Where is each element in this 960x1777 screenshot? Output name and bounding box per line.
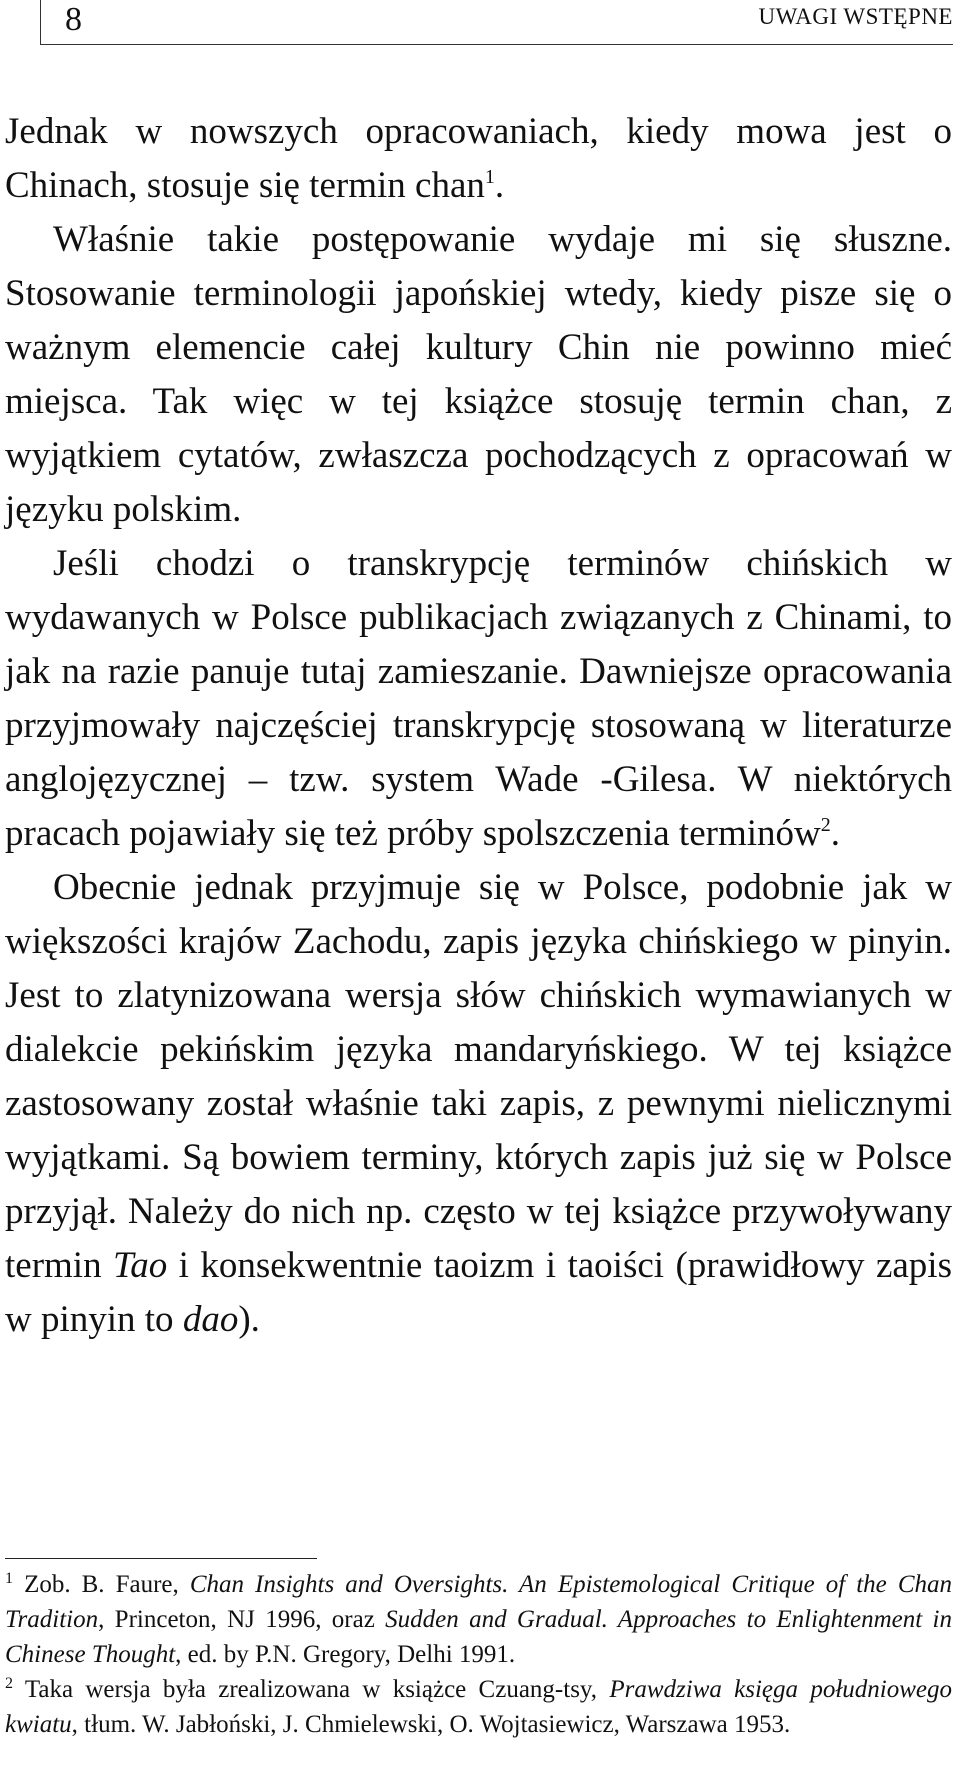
footnote-1-number: 1 bbox=[5, 1570, 13, 1587]
paragraph-3 bbox=[5, 537, 952, 861]
paragraph-2: Właśnie takie postępowanie wydaje mi się słuszne. Stosowanie terminologii japońskiej wtedy, kiedy pisze się o ważnym elemencie całej kultury Chin nie powinno mieć miejsca. Tak więc w tej książce stosuję termin chan, z wyjątkiem cytatów, zwłaszcza pochodzących z opracowań w języku polskim. bbox=[5, 219, 952, 530]
term-tao: Tao bbox=[113, 1245, 168, 1286]
paragraph-1-end: . bbox=[494, 165, 505, 206]
paragraph-1 bbox=[5, 105, 952, 213]
footnote-rule bbox=[5, 1558, 317, 1559]
footnote-1-text-3: , ed. by P.N. Gregory, Delhi 1991. bbox=[175, 1641, 516, 1668]
page-number: 8 bbox=[65, 1, 82, 38]
footnote-1-title-2: Sudden and Gradual. Approaches to Enlightenment in Chinese Thought bbox=[5, 1606, 952, 1668]
footnote-ref-1: 1 bbox=[484, 166, 495, 188]
footnote-1-title-1: Chan Insights and Oversights. An Epistemological Critique of the Chan Tradition bbox=[5, 1571, 952, 1633]
footnotes bbox=[5, 1567, 952, 1742]
footnote-2-number: 2 bbox=[5, 1675, 13, 1692]
page-header bbox=[40, 0, 953, 45]
paragraph-3-end: . bbox=[830, 813, 840, 854]
term-dao: dao bbox=[182, 1299, 239, 1340]
paragraph-1-text: Jednak w nowszych opracowaniach, kiedy mowa jest o Chinach, stosuje się termin chan bbox=[5, 111, 952, 206]
paragraph-4-text: Obecnie jednak przyjmuje się w Polsce, podobnie jak w większości krajów Zachodu, zapis języka chińskiego w pinyin. Jest to zlatynizowana wersja słów chińskich wymawianych w dialekcie pekińskim języka mandaryńskiego. W tej książce zastosowany został właśnie taki zapis, z pewnymi nielicznymi wyjątkami. Są bowiem terminy, których zapis już się w Polsce przyjął. Należy do nich np. często w tej książce przywoływany termin bbox=[5, 867, 952, 1286]
main-text bbox=[5, 105, 952, 1347]
footnote-2-text-2: , tłum. W. Jabłoński, J. Chmielewski, O. Wojtasiewicz, Warszawa 1953. bbox=[71, 1711, 791, 1738]
paragraph-4-text-2: i konsekwentnie taoizm i taoiści (prawidłowy zapis w pinyin to bbox=[5, 1245, 952, 1340]
footnote-2-title: Prawdziwa księga południowego kwiatu bbox=[5, 1676, 952, 1738]
footnote-1-text: Zob. B. Faure, bbox=[24, 1571, 190, 1598]
paragraph-4 bbox=[5, 861, 952, 1347]
running-title: UWAGI WSTĘPNE bbox=[758, 4, 953, 29]
paragraph-4-end: ). bbox=[238, 1299, 260, 1340]
footnote-ref-2: 2 bbox=[820, 814, 831, 836]
footnote-2 bbox=[5, 1672, 952, 1742]
paragraph-3-text: Jeśli chodzi o transkrypcję terminów chińskich w wydawanych w Polsce publikacjach związanych z Chinami, to jak na razie panuje tutaj zamieszanie. Dawniejsze opracowania przyjmowały najczęściej transkrypcję stosowaną w literaturze anglojęzycznej – tzw. system Wade -Gilesa. W niektórych pracach pojawiały się też próby spolszczenia terminów bbox=[5, 543, 952, 854]
footnote-1-text-2: , Princeton, NJ 1996, oraz bbox=[98, 1606, 386, 1633]
footnote-1 bbox=[5, 1567, 952, 1672]
footnote-2-text: Taka wersja była zrealizowana w książce Czuang-tsy, bbox=[24, 1676, 610, 1703]
